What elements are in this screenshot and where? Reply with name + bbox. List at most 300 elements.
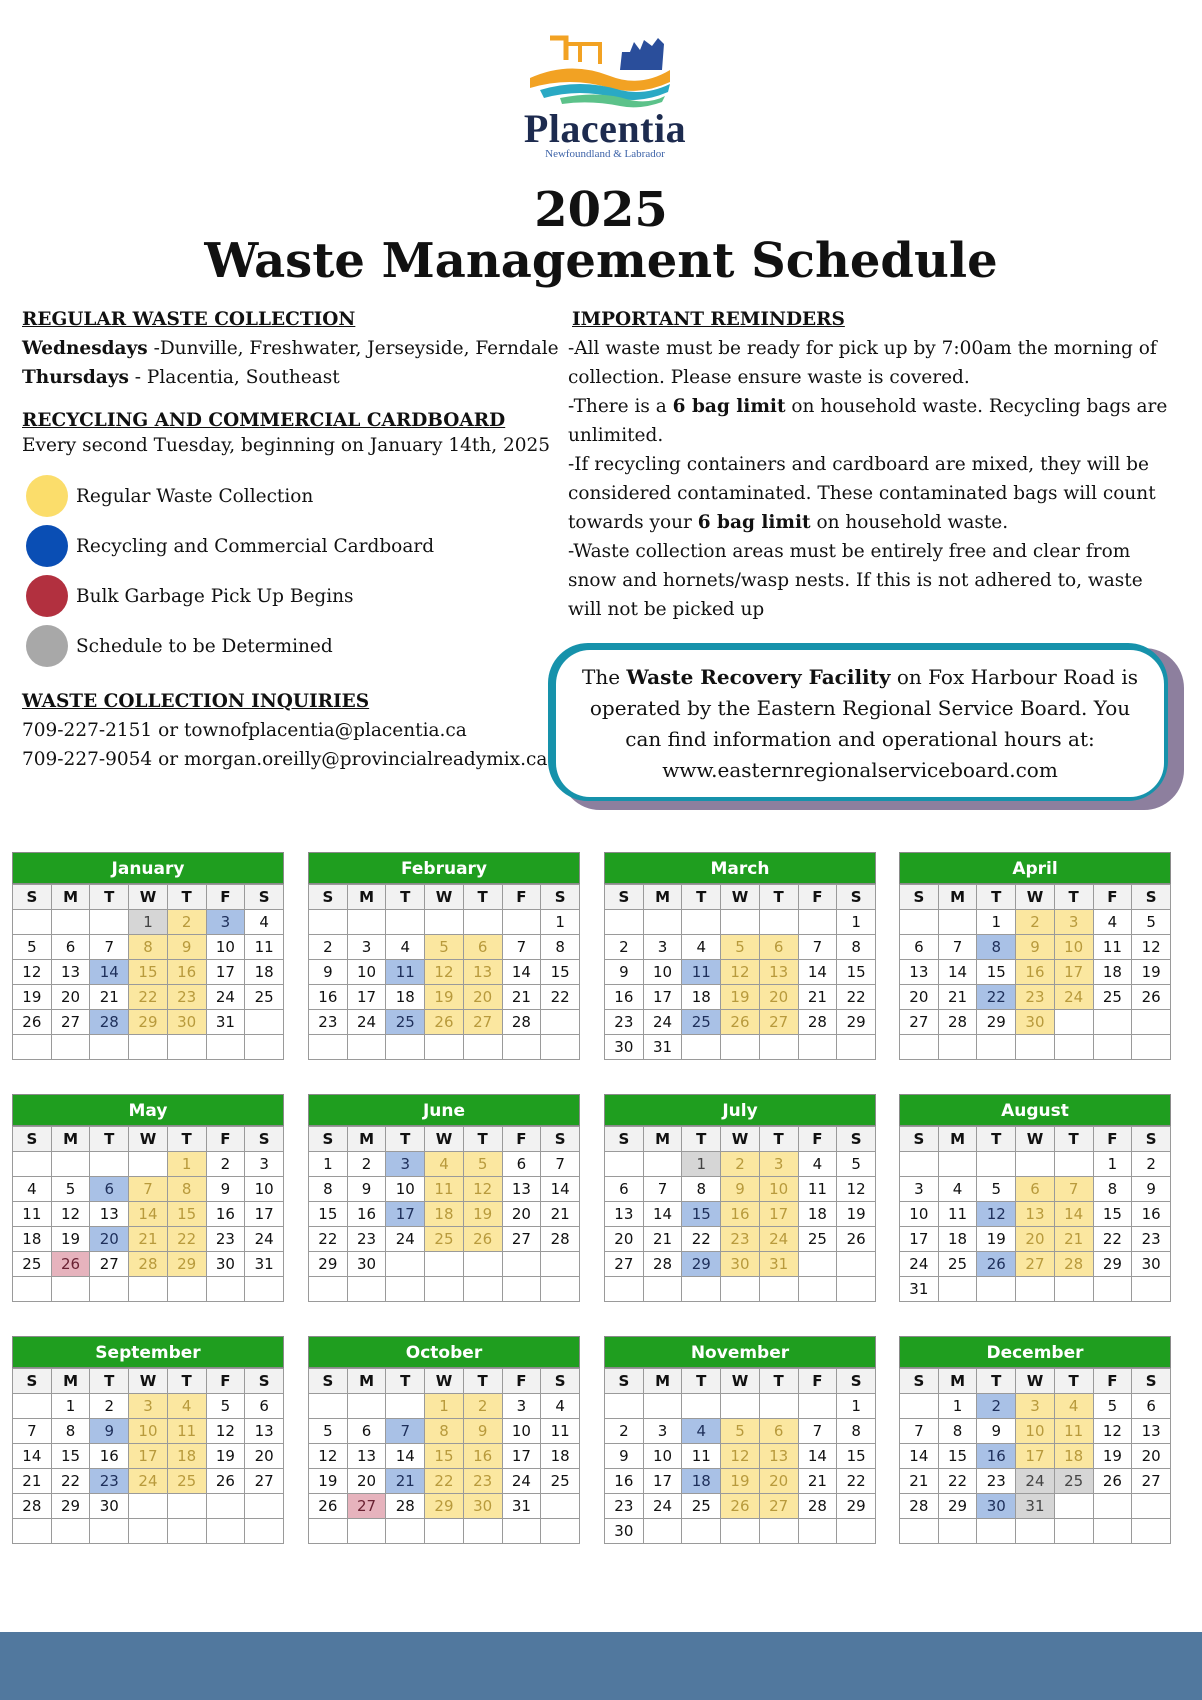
calendar-day: 29 [309,1252,348,1277]
calendar-day: 17 [347,985,386,1010]
calendar-empty-cell [463,910,502,935]
calendar-day: 17 [129,1444,168,1469]
calendar-day: 30 [347,1252,386,1277]
weekday-header: S [837,885,876,910]
calendar-day: 31 [1016,1494,1055,1519]
month-name: March [604,852,876,884]
calendar-empty-cell [309,1277,348,1302]
calendar-empty-cell [129,1035,168,1060]
weekday-header: T [682,1369,721,1394]
calendar-day: 25 [938,1252,977,1277]
weekday-header: S [309,1369,348,1394]
calendar-empty-cell [13,910,52,935]
calendar-empty-cell [643,1519,682,1544]
calendar-day: 1 [129,910,168,935]
weekday-header: W [721,1127,760,1152]
recycling-text: Every second Tuesday, beginning on January 14th, 2025 [22,435,551,456]
calendar-day: 26 [463,1227,502,1252]
weekday-header: W [425,885,464,910]
facility-text-1: The [581,665,627,689]
calendar-day: 5 [425,935,464,960]
calendar-day: 18 [386,985,425,1010]
calendar-empty-cell [759,1035,798,1060]
calendar-day: 19 [837,1202,876,1227]
calendar-empty-cell [245,1494,284,1519]
weekday-header: M [938,1369,977,1394]
calendar-day: 14 [90,960,129,985]
calendar-day: 15 [425,1444,464,1469]
calendar-day: 20 [605,1227,644,1252]
calendar-day: 26 [1132,985,1171,1010]
calendar-day: 11 [1093,935,1132,960]
calendar-day: 1 [309,1152,348,1177]
calendar-day: 25 [386,1010,425,1035]
calendar-month [308,1336,580,1544]
calendar-empty-cell [463,1277,502,1302]
calendar-day: 3 [129,1394,168,1419]
calendar-day: 24 [643,1010,682,1035]
regular-collection-heading: REGULAR WASTE COLLECTION [22,309,356,330]
calendar-day: 7 [129,1177,168,1202]
logo-name: Placentia [523,106,687,151]
calendar-day: 29 [129,1010,168,1035]
calendar-day: 18 [245,960,284,985]
calendar-empty-cell [245,1277,284,1302]
calendar-day: 30 [90,1494,129,1519]
month-name: October [308,1336,580,1368]
facility-name: Waste Recovery Facility [626,665,891,689]
calendar-day: 9 [463,1419,502,1444]
calendar-day: 11 [541,1419,580,1444]
calendar-day: 21 [129,1227,168,1252]
calendar-day: 27 [759,1010,798,1035]
weekday-header: M [347,1369,386,1394]
calendar-empty-cell [167,1277,206,1302]
weekday-header: W [721,1369,760,1394]
calendar-empty-cell [759,1519,798,1544]
calendar-day: 28 [90,1010,129,1035]
weekday-header: S [837,1127,876,1152]
calendar-empty-cell [900,1035,939,1060]
weekday-header: W [1016,1127,1055,1152]
calendar-day: 22 [682,1227,721,1252]
calendar-day: 13 [605,1202,644,1227]
calendar-empty-cell [206,1519,245,1544]
calendar-empty-cell [643,910,682,935]
calendar-day: 26 [425,1010,464,1035]
calendar-month [12,852,284,1060]
calendar-day: 6 [1016,1177,1055,1202]
calendar-day: 21 [938,985,977,1010]
calendar-day: 10 [900,1202,939,1227]
calendar-day: 16 [463,1444,502,1469]
calendar-empty-cell [206,1494,245,1519]
month-name: February [308,852,580,884]
calendar-day: 8 [425,1419,464,1444]
month-name: January [12,852,284,884]
calendar-day: 22 [51,1469,90,1494]
calendar-empty-cell [759,910,798,935]
calendar-empty-cell [90,1519,129,1544]
calendar-empty-cell [1016,1277,1055,1302]
calendar-day: 8 [837,1419,876,1444]
weekday-header: T [386,1369,425,1394]
calendar-empty-cell [682,910,721,935]
month-name: August [899,1094,1171,1126]
calendar-day: 18 [425,1202,464,1227]
calendar-day: 8 [938,1419,977,1444]
weekday-header: M [643,1369,682,1394]
calendar-day: 15 [837,1444,876,1469]
calendar-day: 19 [721,985,760,1010]
calendar-empty-cell [1093,1035,1132,1060]
calendar-day: 23 [90,1469,129,1494]
calendar-empty-cell [938,910,977,935]
month-name: September [12,1336,284,1368]
calendar-day: 30 [463,1494,502,1519]
weekday-header: T [167,885,206,910]
weekday-header: T [682,885,721,910]
calendar-day: 2 [206,1152,245,1177]
calendar-day: 7 [502,935,541,960]
calendar-empty-cell [51,1035,90,1060]
calendar-day: 29 [837,1010,876,1035]
weekday-header: M [51,1369,90,1394]
reminders-heading: IMPORTANT REMINDERS [572,309,845,330]
calendar-month [12,1336,284,1544]
calendar-empty-cell [1054,1494,1093,1519]
calendar-day: 21 [798,985,837,1010]
calendar-day: 13 [90,1202,129,1227]
calendar-empty-cell [206,1277,245,1302]
calendar-empty-cell [1054,1277,1093,1302]
weekday-header: M [51,1127,90,1152]
calendar-day: 12 [13,960,52,985]
reminders-column [568,305,1178,624]
calendar-day: 20 [1016,1227,1055,1252]
legend-label: Recycling and Commercial Cardboard [76,535,435,557]
calendar-day: 12 [309,1444,348,1469]
calendar-day: 30 [1132,1252,1171,1277]
calendar-day: 19 [51,1227,90,1252]
weekday-header: S [605,1369,644,1394]
calendar-empty-cell [309,1394,348,1419]
calendar-day: 24 [129,1469,168,1494]
calendar-day: 15 [837,960,876,985]
calendar-day: 16 [206,1202,245,1227]
calendar-day: 25 [425,1227,464,1252]
calendar-day: 11 [245,935,284,960]
calendar-day: 25 [541,1469,580,1494]
calendar-empty-cell [977,1035,1016,1060]
placentia-logo [500,30,710,170]
calendar-day: 18 [541,1444,580,1469]
calendar-day: 31 [206,1010,245,1035]
yellow-dot-icon [26,475,68,517]
calendar-day: 16 [977,1444,1016,1469]
calendar-day: 14 [798,960,837,985]
calendar-day: 13 [502,1177,541,1202]
calendar-empty-cell [347,910,386,935]
calendar-day: 6 [245,1394,284,1419]
calendar-day: 15 [167,1202,206,1227]
calendar-day: 27 [51,1010,90,1035]
calendar-day: 18 [682,985,721,1010]
reminder-3-text-c: on household waste. [810,512,1009,533]
calendar-day: 12 [1093,1419,1132,1444]
weekday-header: T [386,1127,425,1152]
calendar-day: 24 [386,1227,425,1252]
calendar-empty-cell [721,1394,760,1419]
calendar-empty-cell [900,1519,939,1544]
calendar-empty-cell [721,1519,760,1544]
calendar-day: 20 [51,985,90,1010]
calendar-day: 17 [900,1227,939,1252]
calendar-empty-cell [463,1519,502,1544]
weekday-header: F [206,1369,245,1394]
calendar-day: 7 [386,1419,425,1444]
calendar-day: 8 [1093,1177,1132,1202]
weekday-header: T [977,1369,1016,1394]
calendar-day: 10 [1054,935,1093,960]
calendar-day: 4 [386,935,425,960]
calendar-empty-cell [1016,1152,1055,1177]
calendar-empty-cell [13,1035,52,1060]
calendar-empty-cell [541,1494,580,1519]
calendar-day: 21 [13,1469,52,1494]
calendar-day: 2 [347,1152,386,1177]
calendar-day: 18 [938,1227,977,1252]
calendar-empty-cell [605,1152,644,1177]
weekday-header: F [1093,885,1132,910]
calendar-day: 1 [1093,1152,1132,1177]
calendar-empty-cell [51,1519,90,1544]
calendar-day: 4 [1093,910,1132,935]
calendar-day: 31 [643,1035,682,1060]
calendar-empty-cell [90,1035,129,1060]
calendar-empty-cell [798,1394,837,1419]
calendar-empty-cell [643,1394,682,1419]
calendar-day: 10 [502,1419,541,1444]
calendar-day: 28 [386,1494,425,1519]
calendar-day: 23 [605,1010,644,1035]
weekday-header: F [1093,1369,1132,1394]
calendar-day: 4 [938,1177,977,1202]
calendar-day: 19 [977,1227,1016,1252]
calendar-day: 11 [682,1444,721,1469]
calendar-day: 16 [167,960,206,985]
calendar-day: 25 [167,1469,206,1494]
calendar-day: 29 [167,1252,206,1277]
calendar-day: 14 [386,1444,425,1469]
calendar-empty-cell [1054,1035,1093,1060]
calendar-day: 25 [245,985,284,1010]
calendar-empty-cell [938,1152,977,1177]
weekday-header: W [425,1369,464,1394]
weekday-header: S [900,1127,939,1152]
calendar-day: 6 [90,1177,129,1202]
calendar-day: 8 [837,935,876,960]
calendar-empty-cell [837,1035,876,1060]
calendar-empty-cell [502,910,541,935]
calendar-day: 1 [682,1152,721,1177]
calendar-day: 14 [938,960,977,985]
calendar-day: 16 [605,1469,644,1494]
weekday-header: F [502,885,541,910]
calendar-day: 25 [682,1010,721,1035]
calendar-day: 30 [721,1252,760,1277]
reminder-2-text-a: -There is a [568,396,673,417]
calendar-empty-cell [759,1394,798,1419]
calendar-day: 11 [798,1177,837,1202]
calendar-day: 26 [977,1252,1016,1277]
calendar-day: 11 [938,1202,977,1227]
calendar-empty-cell [347,1035,386,1060]
regular-areas-2: - Placentia, Southeast [128,367,340,388]
weekday-header: T [463,885,502,910]
weekday-header: S [605,1127,644,1152]
calendar-day: 29 [837,1494,876,1519]
calendar-day: 14 [502,960,541,985]
calendar-day: 16 [347,1202,386,1227]
weekday-header: T [1054,885,1093,910]
calendar-empty-cell [13,1152,52,1177]
calendar-day: 14 [13,1444,52,1469]
calendar-day: 21 [502,985,541,1010]
calendar-day: 23 [1016,985,1055,1010]
calendar-day: 24 [759,1227,798,1252]
left-info-column [22,305,562,774]
calendar-empty-cell [425,1277,464,1302]
calendar-day: 1 [425,1394,464,1419]
weekday-header: S [13,1369,52,1394]
calendar-day: 21 [798,1469,837,1494]
calendar-empty-cell [721,910,760,935]
calendar-day: 18 [798,1202,837,1227]
calendar-day: 22 [541,985,580,1010]
month-name: July [604,1094,876,1126]
facility-text-3: on Fox Harbour Road is operated by the Eastern Regional Service Board. You can find information and operational hours at: www.easternregionalserviceboard.com [589,665,1139,782]
calendar-day: 20 [90,1227,129,1252]
weekday-header: S [309,1127,348,1152]
calendar-empty-cell [167,1035,206,1060]
calendar-day: 22 [425,1469,464,1494]
legend-label: Bulk Garbage Pick Up Begins [76,585,354,607]
calendar-empty-cell [309,1519,348,1544]
calendar-day: 15 [541,960,580,985]
calendar-day: 17 [245,1202,284,1227]
weekday-header: S [245,1127,284,1152]
reminder-3 [568,450,1178,537]
calendar-day: 18 [682,1469,721,1494]
calendar-day: 23 [309,1010,348,1035]
calendar-day: 23 [1132,1227,1171,1252]
calendar-day: 28 [643,1252,682,1277]
weekday-header: T [1054,1127,1093,1152]
footer-bar [0,1632,1202,1700]
calendar-empty-cell [13,1519,52,1544]
calendar-day: 14 [1054,1202,1093,1227]
calendar-day: 14 [129,1202,168,1227]
calendar-day: 23 [977,1469,1016,1494]
calendar-day: 15 [977,960,1016,985]
calendar-day: 23 [463,1469,502,1494]
calendar-day: 3 [643,1419,682,1444]
calendar-day: 8 [977,935,1016,960]
calendar-empty-cell [386,1394,425,1419]
calendar-empty-cell [977,1277,1016,1302]
calendar-empty-cell [1132,1519,1171,1544]
weekday-header: S [541,885,580,910]
calendar-day: 30 [605,1035,644,1060]
calendar-day: 9 [167,935,206,960]
calendar-day: 3 [643,935,682,960]
weekday-header: T [759,1369,798,1394]
calendar-empty-cell [245,1010,284,1035]
calendar-empty-cell [837,1252,876,1277]
weekday-header: S [13,1127,52,1152]
calendar-empty-cell [541,1035,580,1060]
calendar-day: 12 [721,960,760,985]
weekday-header: S [309,885,348,910]
weekday-header: T [759,885,798,910]
calendar-day: 5 [309,1419,348,1444]
calendar-day: 4 [798,1152,837,1177]
calendar-day: 9 [206,1177,245,1202]
calendar-day: 8 [682,1177,721,1202]
calendar-day: 9 [1016,935,1055,960]
legend-item-tbd [26,621,562,671]
calendar-empty-cell [798,1035,837,1060]
calendar-day: 26 [51,1252,90,1277]
calendar-empty-cell [837,1519,876,1544]
calendar-day: 2 [309,935,348,960]
calendar-empty-cell [309,910,348,935]
calendar-empty-cell [463,1252,502,1277]
calendar-empty-cell [425,1252,464,1277]
calendar-empty-cell [425,1519,464,1544]
calendar-empty-cell [386,1035,425,1060]
inquiries-line-1: 709-227-2151 or townofplacentia@placentia.ca [22,720,467,741]
calendar-day: 9 [1132,1177,1171,1202]
calendar-day: 1 [938,1394,977,1419]
legend-label: Schedule to be Determined [76,635,333,657]
calendar-day: 9 [605,960,644,985]
calendar-day: 24 [245,1227,284,1252]
calendar-day: 31 [245,1252,284,1277]
calendar-day: 28 [900,1494,939,1519]
calendar-empty-cell [721,1035,760,1060]
calendar-day: 2 [463,1394,502,1419]
calendar-day: 17 [1016,1444,1055,1469]
calendar-day: 13 [900,960,939,985]
calendar-day: 27 [347,1494,386,1519]
calendar-empty-cell [541,1010,580,1035]
calendar-day: 7 [798,935,837,960]
weekday-header: W [129,885,168,910]
calendar-day: 17 [1054,960,1093,985]
calendar-day: 18 [1093,960,1132,985]
calendar-empty-cell [721,1277,760,1302]
calendar-month [308,1094,580,1302]
calendar-day: 11 [425,1177,464,1202]
calendar-day: 10 [643,960,682,985]
weekday-header: S [1132,1127,1171,1152]
calendar-empty-cell [309,1035,348,1060]
calendar-day: 25 [13,1252,52,1277]
calendar-day: 24 [1054,985,1093,1010]
calendar-day: 6 [347,1419,386,1444]
